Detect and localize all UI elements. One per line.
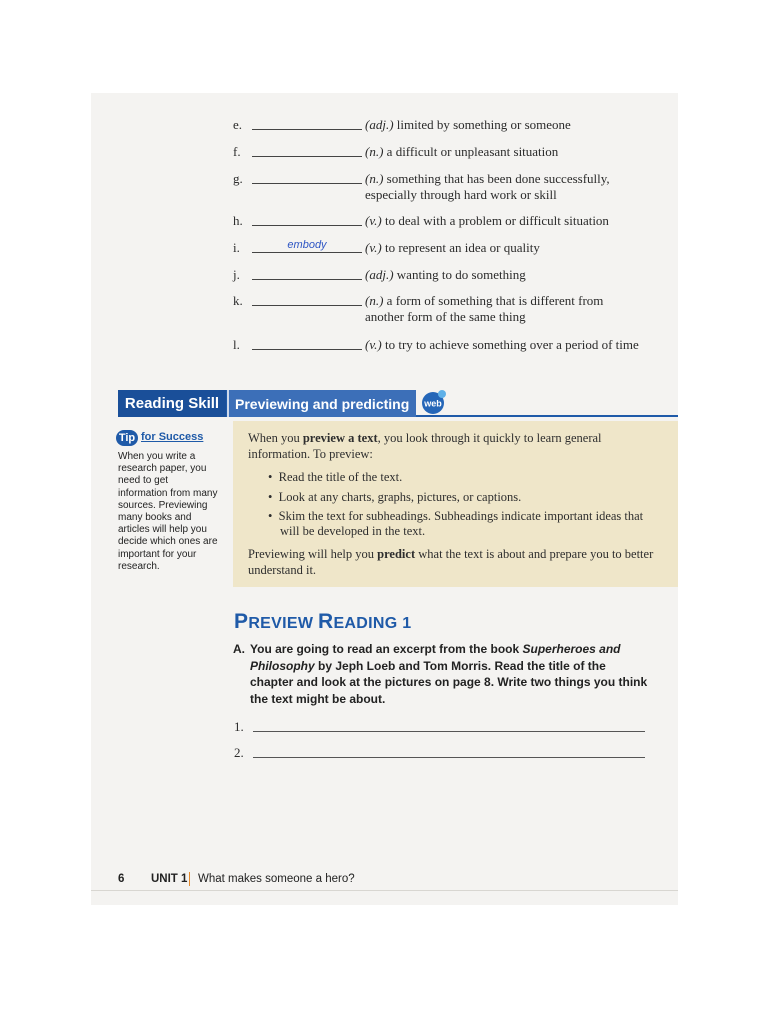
vocab-letter: i. xyxy=(233,240,240,255)
vocab-blank[interactable] xyxy=(252,293,362,306)
tip-badge: Tip xyxy=(116,430,138,446)
page-number: 6 xyxy=(118,873,125,885)
instruction-text: You are going to read an excerpt from the book Superheroes and Philosophy by Jeph Loeb and Tom Morris. Read the title of the chapter and look at the pictures on page 8. Write two things you think the text might be about. xyxy=(250,642,648,706)
tip-text: When you write a research paper, you need to get information from many sources. Previewing many books and articles will help you decide which ones are important for your research. xyxy=(118,451,218,572)
vocab-blank[interactable] xyxy=(252,117,362,130)
skill-intro-line1: When you preview a text, you look through it quickly to learn general xyxy=(248,431,602,445)
vocab-definition: (n.) a difficult or unpleasant situation xyxy=(365,144,559,159)
preview-reading-heading: PREVIEW READING 1 xyxy=(234,610,412,633)
vocab-answer: embody xyxy=(287,239,327,251)
bullet-item-continuation: will be developed in the text. xyxy=(280,524,426,538)
vocab-blank[interactable] xyxy=(252,337,362,350)
tip-heading: for Success xyxy=(141,431,204,443)
answer-line[interactable] xyxy=(253,731,645,732)
reading-skill-title: Previewing and predicting xyxy=(229,390,416,417)
skill-closing-line1: Previewing will help you predict what the text is about and prepare you to better xyxy=(248,547,654,561)
vocab-letter: g. xyxy=(233,171,243,186)
footer-rule xyxy=(91,890,678,891)
vocab-blank[interactable] xyxy=(252,144,362,157)
vocab-letter: e. xyxy=(233,117,243,132)
vocab-letter: h. xyxy=(233,213,243,228)
vocab-definition: (adj.) wanting to do something xyxy=(365,267,526,282)
vocab-definition: (adj.) limited by something or someone xyxy=(365,117,571,132)
vocab-definition: (v.) to try to achieve something over a period of time xyxy=(365,337,639,352)
vocab-definition: (n.) a form of something that is different from another form of the same thing xyxy=(365,293,604,324)
footer-separator xyxy=(189,872,190,886)
web-icon-label: web xyxy=(424,398,442,409)
vocab-letter: l. xyxy=(233,337,240,352)
vocab-blank[interactable] xyxy=(252,267,362,280)
bullet-item: • Look at any charts, graphs, pictures, or captions. xyxy=(268,490,522,504)
vocab-letter: k. xyxy=(233,293,243,308)
reading-skill-label: Reading Skill xyxy=(118,390,226,417)
page-footer xyxy=(118,873,355,885)
answer-label: 2. xyxy=(234,745,244,760)
answer-label: 1. xyxy=(234,719,244,734)
vocab-blank[interactable] xyxy=(252,213,362,226)
vocab-letter: j. xyxy=(233,267,240,282)
instruction-letter: A. xyxy=(233,642,245,656)
answer-line[interactable] xyxy=(253,757,645,758)
skill-intro-line2: information. To preview: xyxy=(248,447,373,461)
vocab-letter: f. xyxy=(233,144,241,159)
banner-rule xyxy=(416,415,678,417)
vocab-definition: (v.) to represent an idea or quality xyxy=(365,240,540,255)
skill-closing-line2: understand it. xyxy=(248,563,317,577)
vocab-definition: (v.) to deal with a problem or difficult situation xyxy=(365,213,609,228)
bullet-item: • Skim the text for subheadings. Subheadings indicate important ideas that xyxy=(268,509,644,523)
vocab-definition: (n.) something that has been done successfully, especially through hard work or skill xyxy=(365,171,610,202)
unit-label: UNIT 1 xyxy=(151,873,188,885)
bullet-item: • Read the title of the text. xyxy=(268,470,403,484)
vocab-blank[interactable] xyxy=(252,171,362,184)
web-icon[interactable] xyxy=(420,389,448,415)
unit-topic: What makes someone a hero? xyxy=(198,873,355,885)
